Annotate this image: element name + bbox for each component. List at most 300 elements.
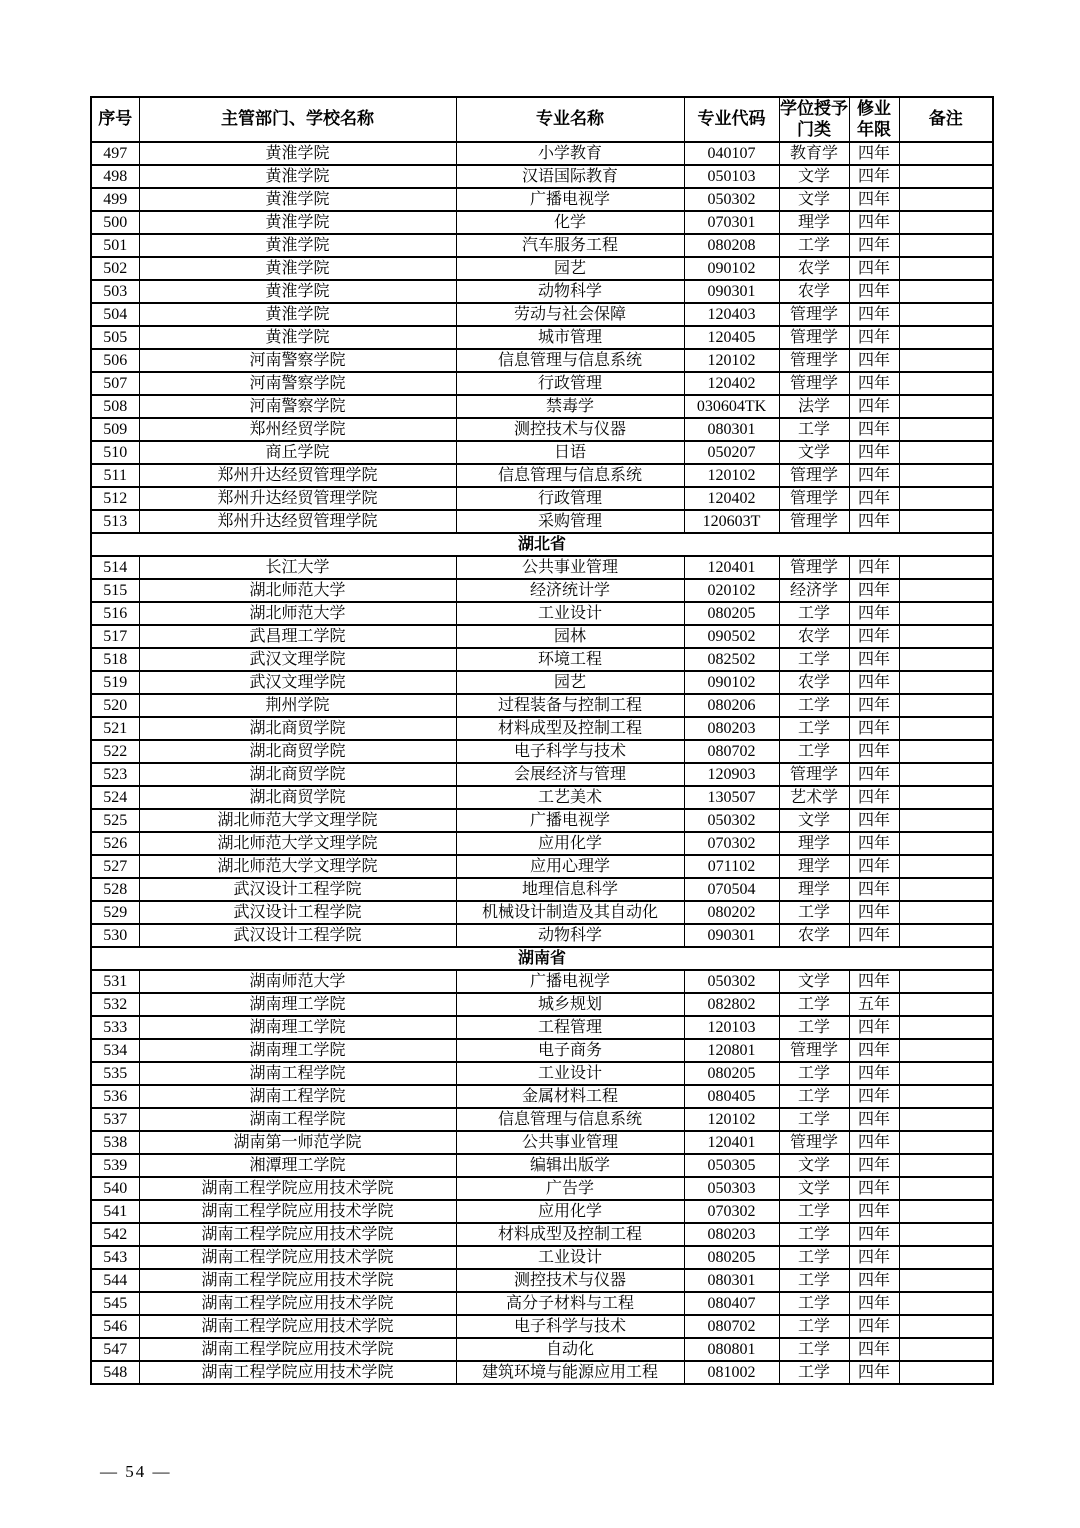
cell-years: 四年 — [849, 1361, 899, 1384]
cell-no: 503 — [91, 280, 139, 303]
cell-code: 030604TK — [684, 395, 779, 418]
cell-degree: 法学 — [779, 395, 849, 418]
cell-school: 黄淮学院 — [139, 211, 456, 234]
cell-degree: 工学 — [779, 1085, 849, 1108]
cell-degree: 农学 — [779, 257, 849, 280]
cell-school: 湖北师范大学文理学院 — [139, 832, 456, 855]
cell-degree: 工学 — [779, 1223, 849, 1246]
table-row — [91, 855, 993, 878]
cell-degree: 管理学 — [779, 1131, 849, 1154]
cell-years: 四年 — [849, 1085, 899, 1108]
cell-major: 自动化 — [456, 1338, 684, 1361]
cell-code: 120102 — [684, 1108, 779, 1131]
table-row — [91, 717, 993, 740]
table-row — [91, 625, 993, 648]
col-header-code: 专业代码 — [684, 97, 779, 142]
cell-note — [899, 418, 993, 441]
table-row — [91, 211, 993, 234]
cell-no: 516 — [91, 602, 139, 625]
cell-school: 郑州升达经贸管理学院 — [139, 487, 456, 510]
table-row — [91, 1131, 993, 1154]
cell-code: 070301 — [684, 211, 779, 234]
cell-note — [899, 556, 993, 579]
cell-note — [899, 510, 993, 533]
cell-note — [899, 1292, 993, 1315]
cell-years: 四年 — [849, 1154, 899, 1177]
table-row — [91, 464, 993, 487]
cell-degree: 工学 — [779, 1361, 849, 1384]
section-row — [91, 533, 993, 556]
cell-code: 080702 — [684, 1315, 779, 1338]
cell-degree: 理学 — [779, 855, 849, 878]
cell-school: 湖南第一师范学院 — [139, 1131, 456, 1154]
cell-no: 529 — [91, 901, 139, 924]
cell-major: 高分子材料与工程 — [456, 1292, 684, 1315]
cell-school: 长江大学 — [139, 556, 456, 579]
cell-code: 070302 — [684, 1200, 779, 1223]
cell-degree: 工学 — [779, 602, 849, 625]
cell-major: 城市管理 — [456, 326, 684, 349]
cell-school: 湖南工程学院应用技术学院 — [139, 1177, 456, 1200]
cell-code: 120401 — [684, 1131, 779, 1154]
table-row — [91, 786, 993, 809]
cell-code: 080801 — [684, 1338, 779, 1361]
cell-code: 050302 — [684, 970, 779, 993]
cell-no: 519 — [91, 671, 139, 694]
cell-note — [899, 395, 993, 418]
cell-degree: 工学 — [779, 1292, 849, 1315]
cell-no: 542 — [91, 1223, 139, 1246]
cell-years: 四年 — [849, 878, 899, 901]
cell-code: 080202 — [684, 901, 779, 924]
cell-note — [899, 211, 993, 234]
cell-code: 070302 — [684, 832, 779, 855]
cell-degree: 文学 — [779, 970, 849, 993]
cell-major: 机械设计制造及其自动化 — [456, 901, 684, 924]
cell-no: 530 — [91, 924, 139, 947]
table-row — [91, 1154, 993, 1177]
cell-degree: 工学 — [779, 717, 849, 740]
cell-degree: 工学 — [779, 1338, 849, 1361]
cell-major: 园艺 — [456, 257, 684, 280]
cell-no: 543 — [91, 1246, 139, 1269]
cell-degree: 管理学 — [779, 349, 849, 372]
cell-degree: 管理学 — [779, 1039, 849, 1062]
cell-years: 四年 — [849, 648, 899, 671]
cell-degree: 工学 — [779, 1062, 849, 1085]
cell-school: 黄淮学院 — [139, 142, 456, 165]
cell-school: 湖北商贸学院 — [139, 740, 456, 763]
cell-note — [899, 1085, 993, 1108]
cell-major: 广告学 — [456, 1177, 684, 1200]
cell-note — [899, 1062, 993, 1085]
section-row — [91, 947, 993, 970]
cell-years: 四年 — [849, 786, 899, 809]
cell-no: 532 — [91, 993, 139, 1016]
cell-degree: 管理学 — [779, 372, 849, 395]
table-row — [91, 878, 993, 901]
cell-major: 汽车服务工程 — [456, 234, 684, 257]
cell-note — [899, 234, 993, 257]
cell-major: 应用化学 — [456, 832, 684, 855]
table-row — [91, 1108, 993, 1131]
cell-code: 050302 — [684, 188, 779, 211]
cell-school: 黄淮学院 — [139, 165, 456, 188]
cell-school: 湖南工程学院 — [139, 1062, 456, 1085]
col-header-note: 备注 — [899, 97, 993, 142]
cell-school: 湖北师范大学 — [139, 579, 456, 602]
cell-no: 531 — [91, 970, 139, 993]
cell-no: 526 — [91, 832, 139, 855]
cell-years: 四年 — [849, 694, 899, 717]
cell-no: 520 — [91, 694, 139, 717]
cell-note — [899, 878, 993, 901]
cell-code: 020102 — [684, 579, 779, 602]
cell-school: 湖北商贸学院 — [139, 786, 456, 809]
cell-major: 行政管理 — [456, 487, 684, 510]
cell-years: 四年 — [849, 372, 899, 395]
cell-school: 湖南工程学院应用技术学院 — [139, 1292, 456, 1315]
cell-years: 四年 — [849, 441, 899, 464]
cell-no: 511 — [91, 464, 139, 487]
table-row — [91, 648, 993, 671]
cell-major: 动物科学 — [456, 924, 684, 947]
cell-major: 工业设计 — [456, 602, 684, 625]
cell-major: 小学教育 — [456, 142, 684, 165]
cell-years: 四年 — [849, 763, 899, 786]
cell-years: 四年 — [849, 1200, 899, 1223]
cell-degree: 工学 — [779, 1269, 849, 1292]
cell-code: 120103 — [684, 1016, 779, 1039]
cell-years: 四年 — [849, 579, 899, 602]
cell-major: 工业设计 — [456, 1246, 684, 1269]
cell-no: 513 — [91, 510, 139, 533]
cell-note — [899, 740, 993, 763]
cell-degree: 工学 — [779, 234, 849, 257]
cell-major: 采购管理 — [456, 510, 684, 533]
cell-degree: 工学 — [779, 1108, 849, 1131]
table-row — [91, 993, 993, 1016]
cell-years: 四年 — [849, 1131, 899, 1154]
cell-code: 081002 — [684, 1361, 779, 1384]
cell-no: 536 — [91, 1085, 139, 1108]
cell-note — [899, 717, 993, 740]
cell-school: 武汉设计工程学院 — [139, 878, 456, 901]
cell-school: 黄淮学院 — [139, 257, 456, 280]
table-row — [91, 257, 993, 280]
cell-no: 524 — [91, 786, 139, 809]
cell-degree: 管理学 — [779, 303, 849, 326]
cell-major: 信息管理与信息系统 — [456, 349, 684, 372]
cell-code: 082502 — [684, 648, 779, 671]
section-label: 湖南省 — [91, 947, 993, 970]
table-row — [91, 694, 993, 717]
cell-major: 电子科学与技术 — [456, 740, 684, 763]
cell-school: 湖北商贸学院 — [139, 763, 456, 786]
table-row — [91, 832, 993, 855]
col-header-years: 修业年限 — [849, 97, 899, 142]
cell-no: 544 — [91, 1269, 139, 1292]
table-row — [91, 487, 993, 510]
cell-code: 071102 — [684, 855, 779, 878]
cell-note — [899, 1223, 993, 1246]
cell-school: 郑州升达经贸管理学院 — [139, 464, 456, 487]
cell-code: 120403 — [684, 303, 779, 326]
cell-no: 540 — [91, 1177, 139, 1200]
cell-school: 湖北师范大学 — [139, 602, 456, 625]
cell-note — [899, 142, 993, 165]
cell-school: 湖北师范大学文理学院 — [139, 809, 456, 832]
table-row — [91, 142, 993, 165]
table-row — [91, 970, 993, 993]
cell-no: 547 — [91, 1338, 139, 1361]
cell-school: 黄淮学院 — [139, 326, 456, 349]
cell-note — [899, 1039, 993, 1062]
table-row — [91, 234, 993, 257]
cell-note — [899, 786, 993, 809]
cell-years: 四年 — [849, 142, 899, 165]
cell-note — [899, 165, 993, 188]
cell-note — [899, 763, 993, 786]
cell-years: 四年 — [849, 832, 899, 855]
cell-school: 黄淮学院 — [139, 280, 456, 303]
cell-years: 五年 — [849, 993, 899, 1016]
cell-note — [899, 1338, 993, 1361]
cell-years: 四年 — [849, 556, 899, 579]
cell-note — [899, 303, 993, 326]
table-row — [91, 395, 993, 418]
table-row — [91, 579, 993, 602]
cell-major: 编辑出版学 — [456, 1154, 684, 1177]
cell-code: 050103 — [684, 165, 779, 188]
cell-code: 080205 — [684, 602, 779, 625]
cell-no: 497 — [91, 142, 139, 165]
col-header-major: 专业名称 — [456, 97, 684, 142]
cell-no: 506 — [91, 349, 139, 372]
cell-major: 汉语国际教育 — [456, 165, 684, 188]
cell-degree: 工学 — [779, 1016, 849, 1039]
cell-school: 武汉文理学院 — [139, 648, 456, 671]
table-row — [91, 1062, 993, 1085]
cell-note — [899, 441, 993, 464]
table-row — [91, 671, 993, 694]
cell-no: 537 — [91, 1108, 139, 1131]
cell-no: 533 — [91, 1016, 139, 1039]
cell-no: 501 — [91, 234, 139, 257]
cell-note — [899, 1315, 993, 1338]
cell-major: 会展经济与管理 — [456, 763, 684, 786]
table-row — [91, 602, 993, 625]
table-row — [91, 280, 993, 303]
cell-major: 园林 — [456, 625, 684, 648]
cell-no: 521 — [91, 717, 139, 740]
table-row — [91, 901, 993, 924]
cell-degree: 工学 — [779, 740, 849, 763]
cell-code: 080205 — [684, 1246, 779, 1269]
cell-major: 广播电视学 — [456, 188, 684, 211]
cell-major: 城乡规划 — [456, 993, 684, 1016]
cell-degree: 理学 — [779, 211, 849, 234]
cell-code: 050207 — [684, 441, 779, 464]
cell-no: 515 — [91, 579, 139, 602]
cell-major: 经济统计学 — [456, 579, 684, 602]
cell-code: 080203 — [684, 1223, 779, 1246]
cell-note — [899, 1269, 993, 1292]
cell-code: 090301 — [684, 280, 779, 303]
cell-note — [899, 924, 993, 947]
cell-years: 四年 — [849, 602, 899, 625]
cell-degree: 工学 — [779, 1246, 849, 1269]
table-row — [91, 924, 993, 947]
cell-years: 四年 — [849, 1269, 899, 1292]
cell-degree: 理学 — [779, 878, 849, 901]
cell-degree: 工学 — [779, 694, 849, 717]
cell-school: 黄淮学院 — [139, 303, 456, 326]
cell-code: 080205 — [684, 1062, 779, 1085]
cell-years: 四年 — [849, 625, 899, 648]
cell-note — [899, 1108, 993, 1131]
cell-no: 505 — [91, 326, 139, 349]
table-row — [91, 1085, 993, 1108]
cell-years: 四年 — [849, 1292, 899, 1315]
cell-years: 四年 — [849, 1177, 899, 1200]
table-row — [91, 1246, 993, 1269]
cell-major: 劳动与社会保障 — [456, 303, 684, 326]
cell-degree: 文学 — [779, 1154, 849, 1177]
table-row — [91, 1223, 993, 1246]
cell-note — [899, 1246, 993, 1269]
cell-degree: 管理学 — [779, 556, 849, 579]
cell-years: 四年 — [849, 809, 899, 832]
cell-note — [899, 257, 993, 280]
cell-school: 武汉文理学院 — [139, 671, 456, 694]
cell-degree: 文学 — [779, 441, 849, 464]
cell-code: 080208 — [684, 234, 779, 257]
cell-major: 应用化学 — [456, 1200, 684, 1223]
cell-no: 518 — [91, 648, 139, 671]
cell-code: 080405 — [684, 1085, 779, 1108]
cell-no: 512 — [91, 487, 139, 510]
cell-major: 过程装备与控制工程 — [456, 694, 684, 717]
cell-major: 工艺美术 — [456, 786, 684, 809]
cell-school: 商丘学院 — [139, 441, 456, 464]
table-row — [91, 763, 993, 786]
cell-school: 湖南工程学院应用技术学院 — [139, 1338, 456, 1361]
cell-note — [899, 901, 993, 924]
cell-school: 湖南理工学院 — [139, 1039, 456, 1062]
cell-note — [899, 1177, 993, 1200]
table-row — [91, 372, 993, 395]
cell-degree: 农学 — [779, 625, 849, 648]
cell-code: 090301 — [684, 924, 779, 947]
cell-degree: 工学 — [779, 418, 849, 441]
cell-major: 化学 — [456, 211, 684, 234]
cell-no: 548 — [91, 1361, 139, 1384]
cell-school: 武昌理工学院 — [139, 625, 456, 648]
cell-note — [899, 349, 993, 372]
cell-school: 郑州经贸学院 — [139, 418, 456, 441]
cell-school: 湖南工程学院应用技术学院 — [139, 1269, 456, 1292]
cell-code: 120903 — [684, 763, 779, 786]
page-number: — 54 — — [100, 1462, 172, 1481]
cell-school: 湖南工程学院应用技术学院 — [139, 1223, 456, 1246]
cell-code: 080206 — [684, 694, 779, 717]
cell-degree: 工学 — [779, 901, 849, 924]
cell-degree: 管理学 — [779, 487, 849, 510]
cell-code: 050302 — [684, 809, 779, 832]
cell-major: 测控技术与仪器 — [456, 418, 684, 441]
cell-no: 545 — [91, 1292, 139, 1315]
cell-major: 建筑环境与能源应用工程 — [456, 1361, 684, 1384]
cell-no: 535 — [91, 1062, 139, 1085]
cell-degree: 农学 — [779, 280, 849, 303]
cell-years: 四年 — [849, 464, 899, 487]
cell-code: 080301 — [684, 418, 779, 441]
cell-code: 082802 — [684, 993, 779, 1016]
cell-degree: 管理学 — [779, 464, 849, 487]
table-row — [91, 303, 993, 326]
cell-school: 湖北商贸学院 — [139, 717, 456, 740]
table-row — [91, 1200, 993, 1223]
cell-years: 四年 — [849, 1315, 899, 1338]
cell-code: 120402 — [684, 487, 779, 510]
cell-major: 公共事业管理 — [456, 1131, 684, 1154]
table-row — [91, 188, 993, 211]
cell-no: 517 — [91, 625, 139, 648]
cell-code: 120102 — [684, 464, 779, 487]
table-row — [91, 1016, 993, 1039]
cell-major: 公共事业管理 — [456, 556, 684, 579]
table-row — [91, 349, 993, 372]
cell-major: 地理信息科学 — [456, 878, 684, 901]
table-row — [91, 418, 993, 441]
cell-years: 四年 — [849, 257, 899, 280]
cell-note — [899, 372, 993, 395]
majors-table — [90, 96, 994, 1385]
cell-school: 湖南师范大学 — [139, 970, 456, 993]
cell-years: 四年 — [849, 671, 899, 694]
table-row — [91, 1177, 993, 1200]
cell-no: 502 — [91, 257, 139, 280]
cell-major: 动物科学 — [456, 280, 684, 303]
cell-code: 120102 — [684, 349, 779, 372]
cell-no: 528 — [91, 878, 139, 901]
cell-degree: 艺术学 — [779, 786, 849, 809]
cell-note — [899, 280, 993, 303]
cell-years: 四年 — [849, 487, 899, 510]
cell-major: 电子科学与技术 — [456, 1315, 684, 1338]
cell-degree: 工学 — [779, 1315, 849, 1338]
cell-major: 信息管理与信息系统 — [456, 464, 684, 487]
cell-no: 522 — [91, 740, 139, 763]
cell-note — [899, 1154, 993, 1177]
cell-degree: 管理学 — [779, 510, 849, 533]
cell-years: 四年 — [849, 165, 899, 188]
cell-code: 070504 — [684, 878, 779, 901]
cell-code: 050305 — [684, 1154, 779, 1177]
table-row — [91, 165, 993, 188]
cell-degree: 经济学 — [779, 579, 849, 602]
table-row — [91, 441, 993, 464]
cell-major: 广播电视学 — [456, 970, 684, 993]
cell-years: 四年 — [849, 1062, 899, 1085]
cell-years: 四年 — [849, 717, 899, 740]
cell-no: 523 — [91, 763, 139, 786]
cell-degree: 管理学 — [779, 763, 849, 786]
cell-no: 534 — [91, 1039, 139, 1062]
cell-major: 金属材料工程 — [456, 1085, 684, 1108]
cell-years: 四年 — [849, 970, 899, 993]
